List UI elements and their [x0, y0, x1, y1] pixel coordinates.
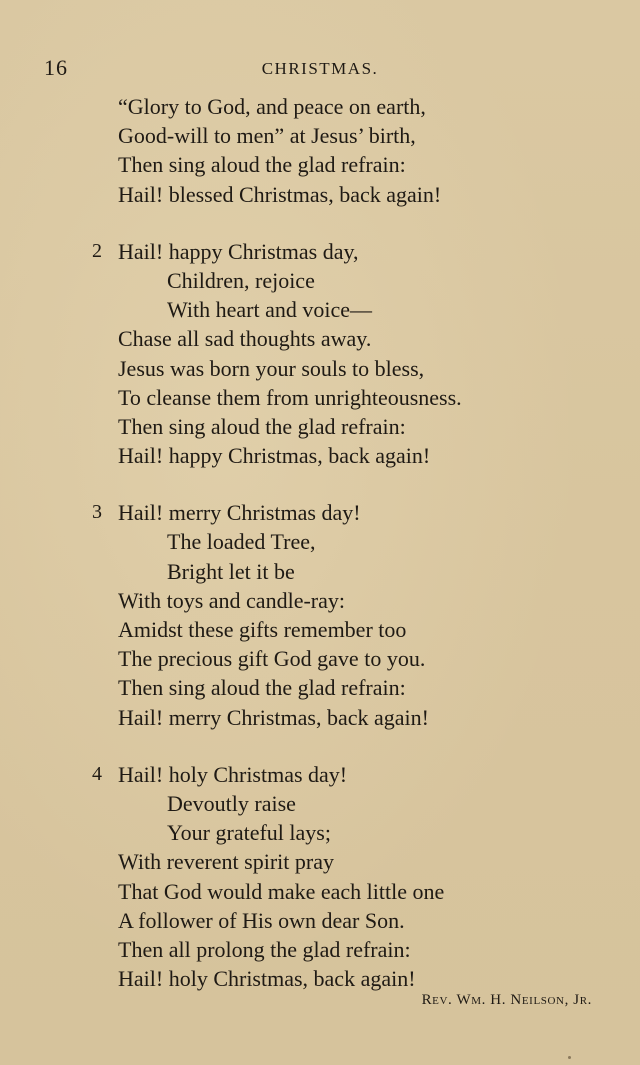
stanza-line: Then all prolong the glad refrain: — [118, 936, 411, 962]
stanza-number: 4 — [92, 762, 102, 785]
stanza-line: Jesus was born your souls to bless, — [118, 355, 425, 381]
stanza-line: The precious gift God gave to you. — [118, 646, 426, 672]
stanza-2 — [0, 237, 640, 471]
stanza-line: Amidst these gifts remember too — [118, 617, 407, 642]
stanza-line: To cleanse them from unrighteousness. — [118, 384, 462, 410]
stanza-line: Good-will to men” at Jesus’ birth, — [118, 123, 416, 149]
stanza-3 — [0, 498, 640, 732]
stanza-number: 2 — [92, 239, 102, 262]
stanza-line-text: Hail! merry Christmas day! — [118, 500, 361, 526]
stanza-line: That God would make each little one — [118, 878, 445, 904]
stanza-line: Then sing aloud the glad refrain: — [118, 413, 406, 439]
stanza-line: Then sing aloud the glad refrain: — [118, 675, 406, 701]
stanza-line: “Glory to God, and peace on earth, — [118, 94, 426, 119]
stanza-line — [0, 498, 640, 527]
stanza-line-text: Hail! happy Christmas day, — [118, 238, 359, 264]
stanza-line: Then sing aloud the glad refrain: — [118, 152, 406, 178]
paper-speck — [568, 1056, 571, 1059]
stanza-line: Chase all sad thoughts away. — [118, 326, 372, 352]
stanza-line-text: Hail! holy Christmas day! — [118, 761, 348, 787]
stanza-line: Hail! blessed Christmas, back again! — [118, 181, 442, 207]
stanza-line: Your grateful lays; — [167, 820, 331, 846]
hymn-text — [0, 92, 640, 1021]
stanza-line: Bright let it be — [167, 558, 295, 584]
stanza-line: Devoutly raise — [167, 790, 296, 816]
page-header — [0, 55, 640, 85]
stanza-4 — [0, 760, 640, 994]
stanza-line: Hail! happy Christmas, back again! — [118, 443, 431, 469]
stanza-line: With toys and candle-ray: — [118, 587, 345, 613]
stanza-number: 3 — [92, 501, 102, 524]
author-attribution: Rev. Wm. H. Neilson, Jr. — [421, 992, 592, 1008]
stanza-line: Hail! holy Christmas, back again! — [118, 966, 416, 992]
stanza-line: With reverent spirit pray — [118, 849, 334, 875]
stanza-line — [0, 760, 640, 789]
running-title: CHRISTMAS. — [261, 59, 379, 78]
stanza-line: Children, rejoice — [167, 267, 315, 293]
stanza-line: With heart and voice— — [167, 297, 372, 323]
stanza-1 — [0, 92, 640, 209]
stanza-line: A follower of His own dear Son. — [118, 907, 405, 933]
page-number: 16 — [44, 55, 68, 80]
stanza-line: Hail! merry Christmas, back again! — [118, 704, 429, 730]
stanza-line: The loaded Tree, — [167, 529, 316, 555]
stanza-line — [0, 237, 640, 266]
